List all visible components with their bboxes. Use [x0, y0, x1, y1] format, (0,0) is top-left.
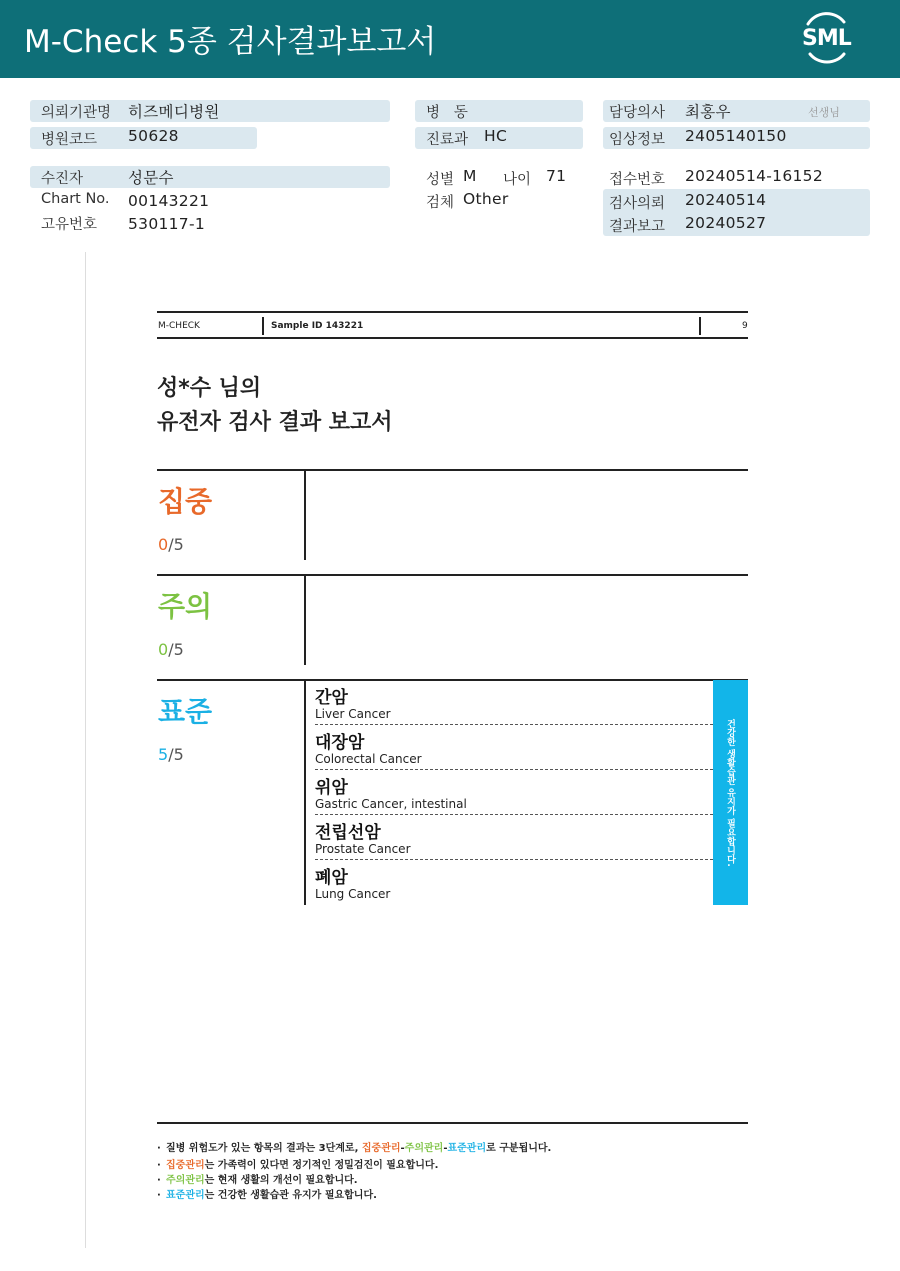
doctor-suffix: 선생님	[808, 106, 840, 119]
dept-label: 진료과	[426, 132, 469, 148]
unique-label: 고유번호	[41, 217, 98, 233]
footnote-3	[157, 1171, 358, 1186]
item-english-name: Liver Cancer	[315, 707, 391, 721]
page-number: 9	[742, 321, 748, 331]
standard-count: 5	[158, 745, 169, 764]
receipt-value: 20240514-16152	[685, 167, 823, 185]
sex-value: M	[463, 167, 477, 185]
focus-section-count	[158, 535, 184, 554]
bullet: ·	[157, 1143, 161, 1154]
item-english-name: Colorectal Cancer	[315, 752, 422, 766]
age-value: 71	[546, 167, 567, 185]
focus-count: 0	[158, 535, 169, 554]
focus-term: 집중관리	[361, 1143, 401, 1154]
hospital-code-label: 병원코드	[41, 132, 98, 148]
item-english-name: Prostate Cancer	[315, 842, 411, 856]
caution-section-rule	[157, 574, 748, 576]
caution-section-count	[158, 640, 184, 659]
list-item	[315, 860, 713, 905]
logo-text: SML	[802, 26, 851, 51]
caution-section-divider	[304, 574, 306, 665]
clinical-value: 2405140150	[685, 127, 787, 145]
item-english-name: Gastric Cancer, intestinal	[315, 797, 467, 811]
item-korean-name: 전립선암	[315, 823, 381, 843]
bullet: ·	[157, 1175, 161, 1186]
caution-term: 주의관리	[404, 1143, 444, 1154]
list-item	[315, 815, 713, 860]
specimen-value: Other	[463, 190, 509, 208]
report-title-line2: 유전자 검사 결과 보고서	[157, 410, 393, 435]
standard-section-count	[158, 745, 184, 764]
receipt-label: 접수번호	[609, 172, 666, 188]
focus-total: /5	[168, 535, 184, 554]
header-banner	[0, 0, 900, 78]
item-korean-name: 대장암	[315, 733, 365, 753]
report-title: M-Check 5종 검사결과보고서	[24, 24, 437, 60]
list-item	[315, 680, 713, 725]
patient-value: 성문수	[128, 169, 174, 187]
list-item	[315, 725, 713, 770]
report-head-sep	[699, 317, 701, 335]
list-item	[315, 770, 713, 815]
report-head-rule	[157, 337, 748, 339]
focus-section-rule	[157, 469, 748, 471]
footnote-text: 로 구분됩니다.	[486, 1143, 552, 1154]
specimen-label: 검체	[426, 195, 455, 211]
sml-logo	[796, 12, 856, 64]
unique-value: 530117-1	[128, 215, 206, 233]
footnote-dash: -	[400, 1143, 405, 1154]
institution-label: 의뢰기관명	[41, 105, 112, 121]
footnote-text: 는 가족력이 있다면 정기적인 정밀검진이 필요합니다.	[204, 1160, 439, 1171]
standard-section-name: 표준	[158, 695, 213, 728]
hospital-code-value: 50628	[128, 127, 179, 145]
item-korean-name: 폐암	[315, 868, 348, 888]
standard-term: 표준관리	[166, 1190, 205, 1201]
footnote-2	[157, 1156, 438, 1171]
footnote-rule	[157, 1122, 748, 1124]
report-title-line1: 성*수 님의	[157, 376, 262, 401]
focus-section-name: 집중	[158, 485, 213, 518]
request-value: 20240514	[685, 191, 767, 209]
doctor-value: 최홍우	[685, 103, 731, 121]
item-korean-name: 간암	[315, 688, 348, 708]
standard-side-note-text: 건강한 생활습관 유지가 필요합니다.	[725, 718, 735, 867]
sex-label: 성별	[426, 172, 455, 188]
page-guide-line	[85, 252, 86, 1248]
standard-section-divider	[304, 679, 306, 905]
clinical-label: 임상정보	[609, 132, 666, 148]
standard-side-note	[713, 680, 748, 905]
footnote-text: 는 현재 생활의 개선이 필요합니다.	[204, 1175, 358, 1186]
footnote-text: 는 건강한 생활습관 유지가 필요합니다.	[204, 1190, 377, 1201]
doctor-label: 담당의사	[609, 105, 666, 121]
sample-id: Sample ID 143221	[271, 321, 364, 331]
bullet: ·	[157, 1160, 161, 1171]
bullet: ·	[157, 1190, 161, 1201]
caution-count: 0	[158, 640, 169, 659]
standard-term: 표준관리	[447, 1143, 487, 1154]
patient-label: 수진자	[41, 171, 84, 187]
chart-label: Chart No.	[41, 191, 110, 207]
row-patient	[30, 166, 390, 188]
ward-label: 병 동	[426, 105, 468, 121]
footnote-text: 질병 위험도가 있는 항목의 결과는 3단계로,	[166, 1143, 362, 1154]
caution-term: 주의관리	[166, 1175, 205, 1186]
dept-value: HC	[484, 127, 508, 145]
report-head-sep	[262, 317, 264, 335]
report-value: 20240527	[685, 214, 767, 232]
focus-term: 집중관리	[166, 1160, 205, 1171]
focus-section-divider	[304, 469, 306, 560]
chart-value: 00143221	[128, 192, 210, 210]
caution-section-name: 주의	[158, 590, 213, 623]
request-label: 검사의뢰	[609, 196, 666, 212]
item-korean-name: 위암	[315, 778, 348, 798]
footnote-4	[157, 1186, 377, 1201]
item-english-name: Lung Cancer	[315, 887, 391, 901]
footnote-1	[157, 1139, 551, 1154]
institution-value: 히즈메디병원	[128, 103, 220, 121]
report-brand: M-CHECK	[158, 321, 200, 331]
age-label: 나이	[503, 172, 532, 188]
report-top-rule	[157, 311, 748, 313]
caution-total: /5	[168, 640, 184, 659]
footnote-dash: -	[443, 1143, 448, 1154]
standard-total: /5	[168, 745, 184, 764]
report-label: 결과보고	[609, 219, 666, 235]
